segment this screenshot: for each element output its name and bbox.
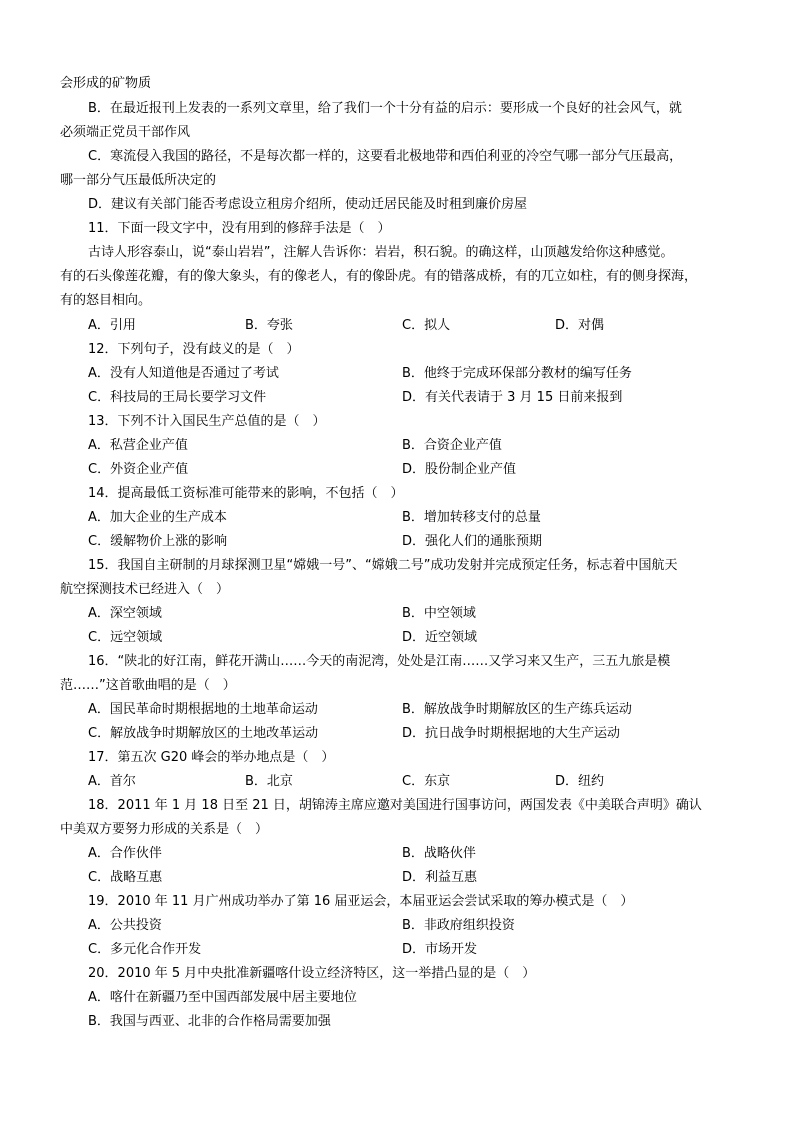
option-c: C．寒流侵入我国的路径，不是每次都一样的，这要看北极地带和西伯利亚的冷空气哪一部分气压最高， [88,149,683,164]
question-15-stem: 航空探测技术已经进入（ ） [60,582,230,597]
option-d: D．建议有关部门能否考虑设立租房介绍所，使动迁居民能及时租到廉价房屋 [88,197,528,212]
option-b: B．非政府组织投资 [402,918,515,933]
option-c: C．多元化合作开发 [88,942,202,957]
option-c: C．东京 [402,774,451,789]
option-b: B．合资企业产值 [402,438,502,453]
question-18-stem: 18．2011 年 1 月 18 日至 21 日，胡锦涛主席应邀对美国进行国事访问，两国发表《中美联合声明》确认 [88,798,702,813]
question-11-passage: 古诗人形容泰山，说“泰山岩岩”，注解人告诉你：岩岩，积石貌。的确这样，山顶越发给你这种感觉。 [88,245,674,260]
option-b: B．解放战争时期解放区的生产练兵运动 [402,702,632,717]
option-d: D．近空领域 [402,630,478,645]
option-a: A．国民革命时期根据地的土地革命运动 [88,702,318,717]
question-18-stem: 中美双方要努力形成的关系是（ ） [60,822,269,837]
text-line: 会形成的矿物质 [60,76,152,91]
option-b: B．我国与西亚、北非的合作格局需要加强 [88,1014,331,1029]
option-d: D．抗日战争时期根据地的大生产运动 [402,726,621,741]
question-20-stem: 20．2010 年 5 月中央批准新疆喀什设立经济特区，这一举措凸显的是（ ） [88,966,536,981]
option-a: A．加大企业的生产成本 [88,510,227,525]
option-a: A．合作伙伴 [88,846,162,861]
option-c: C．科技局的王局长要学习文件 [88,390,267,405]
question-16-stem: 16．“陕北的好江南，鲜花开满山……今天的南泥湾，处处是江南……又学习来又生产，三五九旅是模 [88,654,671,669]
option-d: D．强化人们的通胀预期 [402,534,543,549]
question-11-stem: 11．下面一段文字中，没有用到的修辞手法是（ ） [88,221,391,236]
question-11-passage: 有的怒目相向。 [60,293,152,308]
option-a: A．公共投资 [88,918,162,933]
question-12-stem: 12．下列句子，没有歧义的是（ ） [88,342,300,357]
option-c: C．外资企业产值 [88,462,189,477]
question-15-stem: 15．我国自主研制的月球探测卫星“嫦娥一号”、“嫦娥二号”成功发射并完成预定任务，标志着中国航天 [88,558,678,573]
option-b: B．北京 [245,774,293,789]
option-b: B．在最近报刊上发表的一系列文章里，给了我们一个十分有益的启示：要形成一个良好的社会风气，就 [88,101,682,116]
option-a: A．引用 [88,318,136,333]
question-16-stem: 范……”这首歌曲唱的是（ ） [60,678,236,693]
question-14-stem: 14．提高最低工资标准可能带来的影响，不包括（ ） [88,486,404,501]
option-b: B．增加转移支付的总量 [402,510,541,525]
option-d: D．纽约 [555,774,605,789]
option-d: D．市场开发 [402,942,478,957]
option-d: D．股份制企业产值 [402,462,517,477]
option-c: C．解放战争时期解放区的土地改革运动 [88,726,319,741]
option-b: B．战略伙伴 [402,846,476,861]
option-a: A．私营企业产值 [88,438,188,453]
option-b: B．中空领域 [402,606,476,621]
text-line: 哪一部分气压最低所决定的 [60,173,217,188]
question-13-stem: 13．下列不计入国民生产总值的是（ ） [88,414,326,429]
option-d: D．有关代表请于 3 月 15 日前来报到 [402,390,623,405]
question-19-stem: 19．2010 年 11 月广州成功举办了第 16 届亚运会，本届亚运会尝试采取的筹办模式是（ ） [88,894,634,909]
option-a: A．喀什在新疆乃至中国西部发展中居主要地位 [88,990,357,1005]
option-c: C．战略互惠 [88,870,163,885]
option-a: A．深空领域 [88,606,162,621]
question-11-passage: 有的石头像莲花瓣，有的像大象头，有的像老人，有的像卧虎。有的错落成桥，有的兀立如柱，有的侧身探海， [60,269,698,284]
option-c: C．缓解物价上涨的影响 [88,534,228,549]
option-b: B．他终于完成环保部分教材的编写任务 [402,366,632,381]
option-b: B．夸张 [245,318,293,333]
text-line: 必须端正党员干部作风 [60,125,191,140]
question-17-stem: 17．第五次 G20 峰会的举办地点是（ ） [88,750,335,765]
option-a: A．首尔 [88,774,136,789]
option-a: A．没有人知道他是否通过了考试 [88,366,279,381]
option-d: D．利益互惠 [402,870,478,885]
option-c: C．远空领域 [88,630,163,645]
option-d: D．对偶 [555,318,605,333]
option-c: C．拟人 [402,318,451,333]
